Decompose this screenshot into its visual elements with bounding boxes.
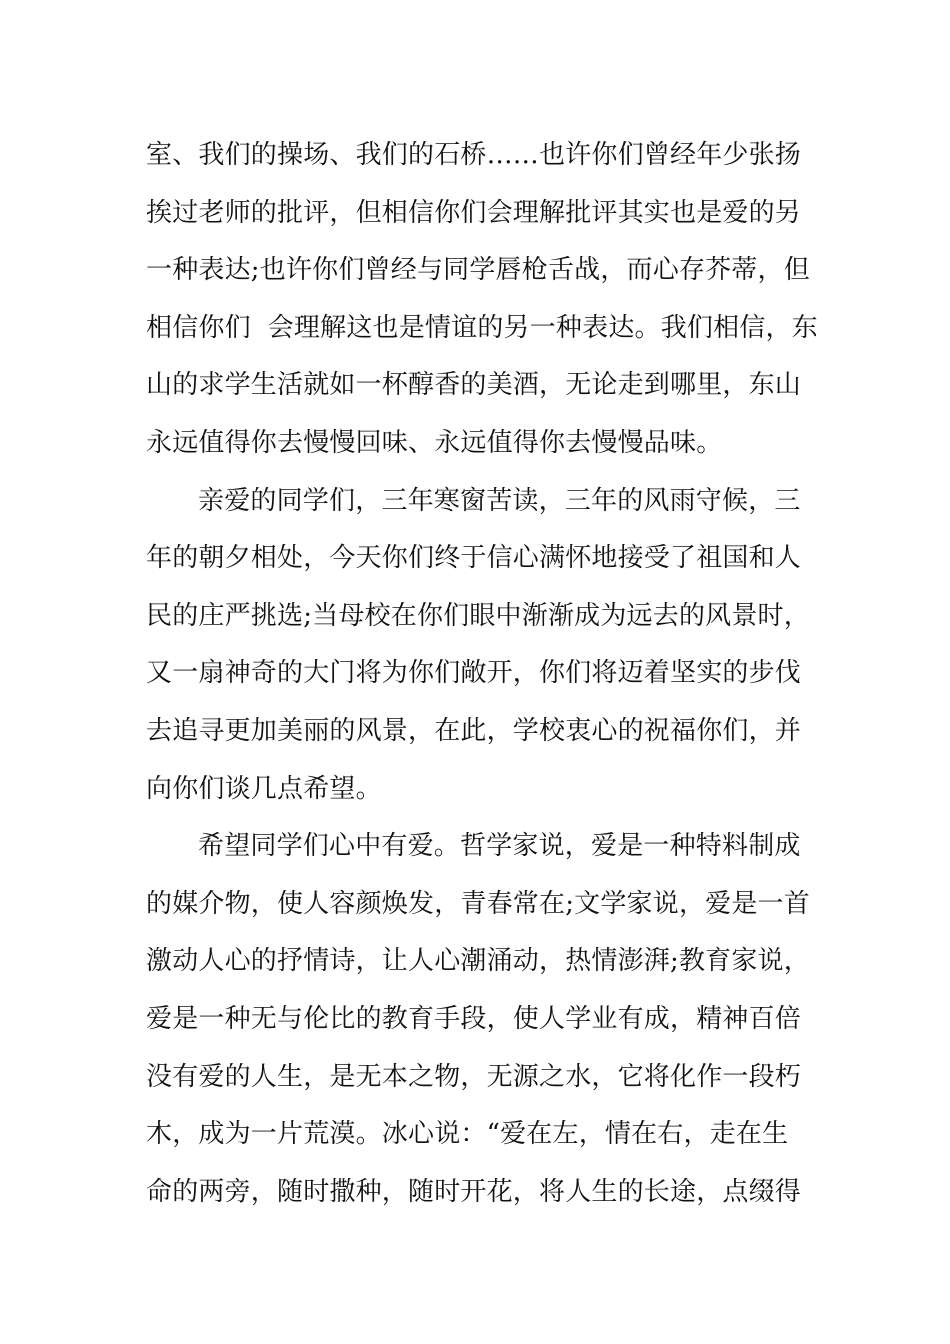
text-line: 室、我们的操场、我们的石桥……也许你们曾经年少张扬 <box>146 140 802 170</box>
paragraph-first-line: 希望同学们心中有爱。哲学家说，爱是一种特料制成 <box>198 831 801 862</box>
body-text <box>146 127 818 1221</box>
text-line: 命的两旁，随时撒种，随时开花，将人生的长途，点缀得 <box>146 1176 802 1207</box>
text-line: 民的庄严挑选;当母校在你们眼中渐渐成为远去的风景时， <box>146 600 810 631</box>
text-line: 没有爱的人生，是无本之物，无源之水，它将化作一段朽 <box>146 1061 802 1092</box>
text-line: 的媒介物，使人容颜焕发，青春常在;文学家说，爱是一首 <box>146 888 810 919</box>
text-line: 爱是一种无与伦比的教育手段，使人学业有成，精神百倍 <box>146 1003 802 1034</box>
text-line: 永远值得你去慢慢回味、永远值得你去慢慢品味。 <box>146 427 723 458</box>
text-line: 相信你们 会理解这也是情谊的另一种表达。我们相信，东 <box>146 312 818 343</box>
paragraph-first-line: 亲爱的同学们，三年寒窗苦读，三年的风雨守候，三 <box>198 485 801 516</box>
text-line: 山的求学生活就如一杯醇香的美酒，无论走到哪里，东山 <box>146 370 802 401</box>
text-line: 向你们谈几点希望。 <box>146 773 382 804</box>
text-line: 木，成为一片荒漠。冰心说：“爱在左，情在右，走在生 <box>146 1119 789 1150</box>
text-line: 又一扇神奇的大门将为你们敞开，你们将迈着坚实的步伐 <box>146 658 802 689</box>
text-line: 去追寻更加美丽的风景，在此，学校衷心的祝福你们，并 <box>146 715 802 746</box>
text-line: 年的朝夕相处，今天你们终于信心满怀地接受了祖国和人 <box>146 543 802 574</box>
text-line: 一种表达;也许你们曾经与同学唇枪舌战，而心存芥蒂，但 <box>146 255 810 286</box>
text-line: 挨过老师的批评，但相信你们会理解批评其实也是爱的另 <box>146 197 802 228</box>
text-line: 激动人心的抒情诗，让人心潮涌动，热情澎湃;教育家说， <box>146 946 810 977</box>
